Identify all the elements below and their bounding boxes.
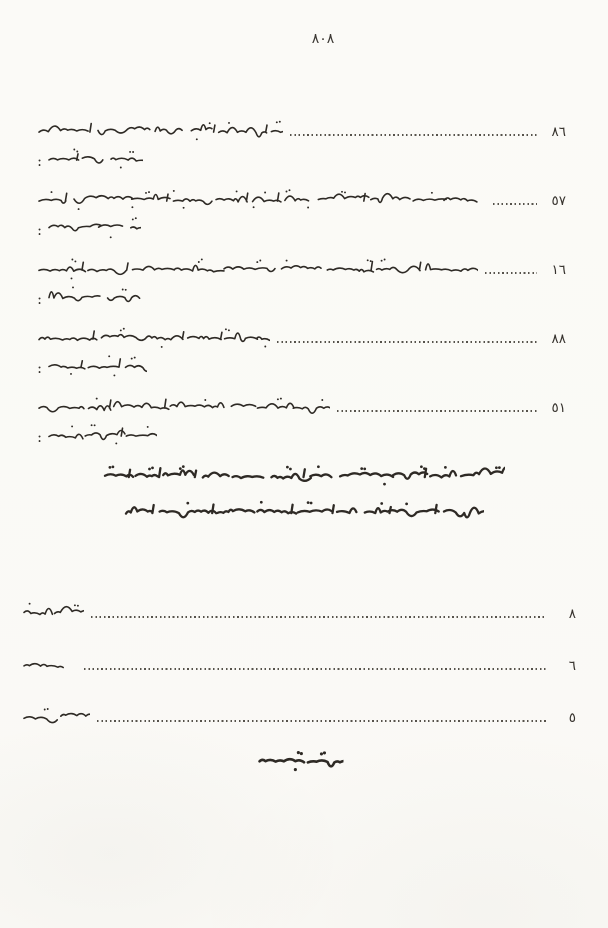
toc-entry-line2 bbox=[37, 352, 566, 378]
front-matter-list bbox=[22, 599, 576, 729]
toc-entry bbox=[37, 117, 566, 171]
toc-entry-line1 bbox=[37, 393, 566, 419]
entry-page-number: ٥٧ bbox=[551, 193, 566, 209]
toc-entry bbox=[37, 393, 566, 447]
front-matter-item bbox=[22, 703, 576, 729]
entry-title-handwriting bbox=[37, 393, 330, 419]
dotted-leader bbox=[97, 720, 547, 722]
entry-title-handwriting bbox=[37, 324, 270, 350]
entry-title-handwriting bbox=[37, 186, 486, 212]
entry-title-handwriting bbox=[47, 421, 157, 447]
entry-page-number: ٥١ bbox=[551, 400, 566, 416]
entry-page-number: ١٦ bbox=[551, 262, 566, 278]
toc-entry-line1 bbox=[37, 117, 566, 143]
item-page-number: ٥ bbox=[568, 710, 576, 726]
colon-mark: : bbox=[37, 290, 43, 308]
page-number: ٨٠٨ bbox=[311, 31, 335, 47]
closing-note bbox=[0, 456, 608, 528]
dotted-leader bbox=[485, 272, 537, 274]
item-page-number: ٦ bbox=[568, 658, 576, 674]
toc-entry bbox=[37, 255, 566, 309]
dotted-leader bbox=[277, 341, 537, 343]
toc-entry-line2 bbox=[37, 421, 566, 447]
toc-list bbox=[37, 117, 566, 462]
toc-entry bbox=[37, 324, 566, 378]
entry-title-handwriting bbox=[47, 214, 141, 240]
toc-entry-line2 bbox=[37, 145, 566, 171]
front-matter-item bbox=[22, 651, 576, 677]
item-page-number: ٨ bbox=[568, 606, 576, 622]
dotted-leader bbox=[337, 410, 537, 412]
colon-mark: : bbox=[37, 221, 43, 239]
closing-note-handwriting bbox=[103, 456, 505, 492]
entry-title-handwriting bbox=[37, 117, 283, 143]
toc-entry-line2 bbox=[37, 214, 566, 240]
dotted-leader bbox=[91, 616, 547, 618]
toc-entry-line1 bbox=[37, 255, 566, 281]
toc-entry-line1 bbox=[37, 186, 566, 212]
item-label-handwriting bbox=[22, 599, 84, 625]
entry-page-number: ٨٦ bbox=[551, 124, 566, 140]
toc-entry-line1 bbox=[37, 324, 566, 350]
entry-page-number: ٨٨ bbox=[551, 331, 566, 347]
entry-title-handwriting bbox=[47, 352, 147, 378]
closing-note-handwriting bbox=[124, 492, 484, 528]
toc-entry bbox=[37, 186, 566, 240]
colon-mark: : bbox=[37, 359, 43, 377]
item-label-handwriting bbox=[22, 651, 77, 677]
dotted-leader bbox=[290, 134, 537, 136]
end-mark-handwriting bbox=[258, 740, 344, 778]
colon-mark: : bbox=[37, 428, 43, 446]
toc-entry-line2 bbox=[37, 283, 566, 309]
entry-title-handwriting bbox=[47, 283, 151, 309]
dotted-leader bbox=[84, 668, 547, 670]
item-label-handwriting bbox=[22, 703, 90, 729]
entry-title-handwriting bbox=[47, 145, 143, 171]
colon-mark: : bbox=[37, 152, 43, 170]
front-matter-item bbox=[22, 599, 576, 625]
dotted-leader bbox=[493, 203, 537, 205]
entry-title-handwriting bbox=[37, 255, 478, 281]
